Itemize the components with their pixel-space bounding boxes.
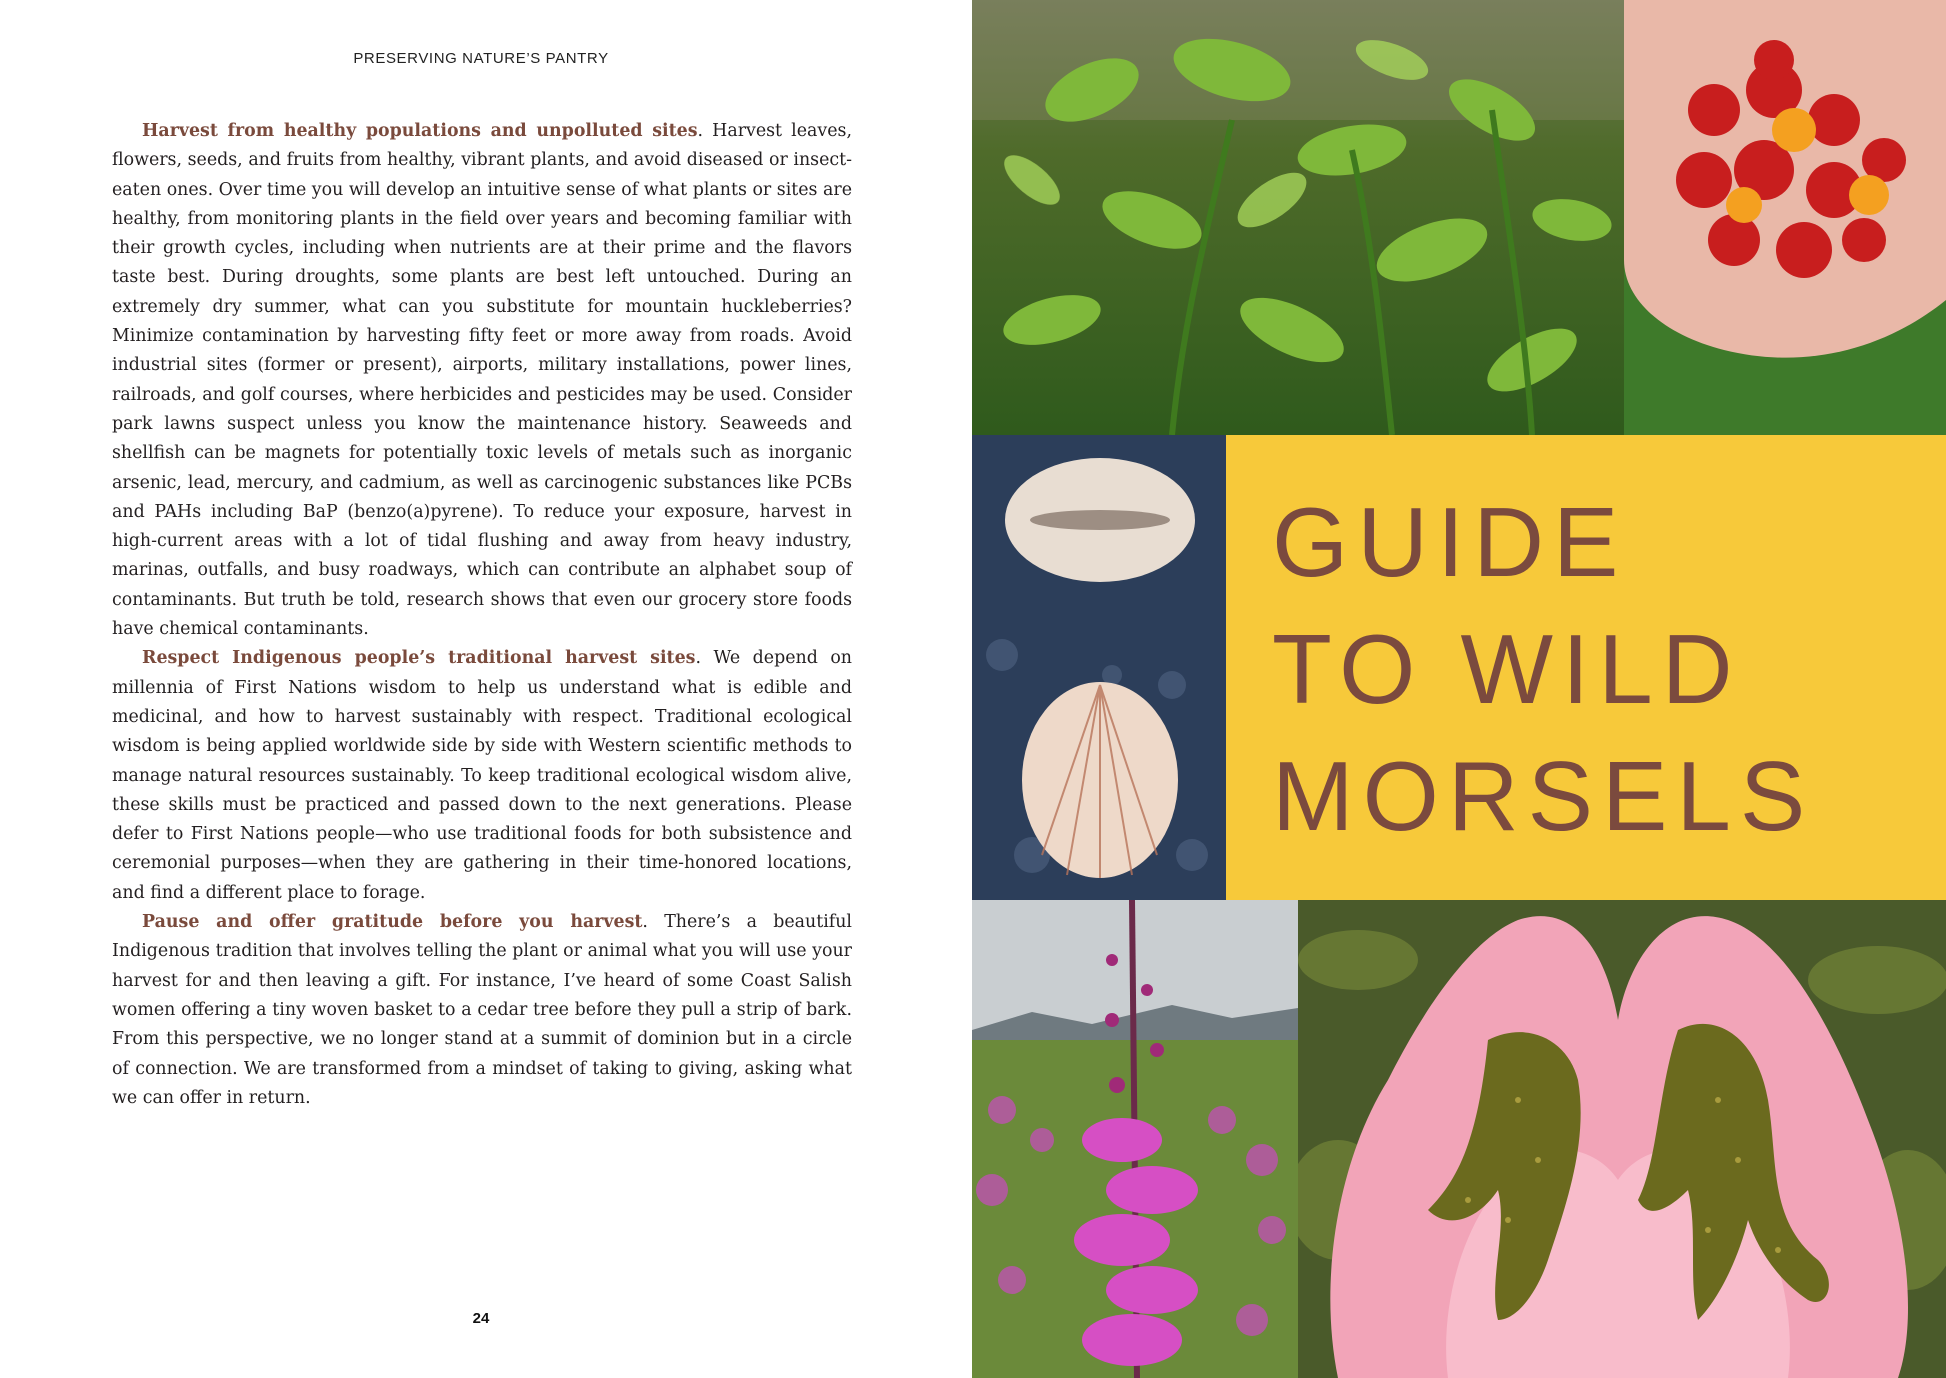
title-line-3: MORSELS bbox=[1272, 741, 1815, 851]
title-line-2: TO WILD bbox=[1272, 614, 1742, 724]
clam-shells-icon bbox=[972, 435, 1226, 900]
body-text bbox=[112, 117, 852, 1113]
leafy-plants-icon bbox=[972, 0, 1624, 435]
paragraph-lead: Respect Indigenous people’s traditional harvest sites bbox=[142, 648, 696, 669]
title-panel bbox=[1226, 435, 1946, 900]
berries-in-hands-icon bbox=[1624, 0, 1946, 435]
right-page bbox=[972, 0, 1946, 1378]
paragraph-lead: Pause and offer gratitude before you harvest bbox=[142, 912, 643, 933]
pink-flowers-icon bbox=[972, 900, 1298, 1378]
title-line-1: GUIDE bbox=[1272, 487, 1628, 597]
paragraph-gratitude bbox=[112, 908, 852, 1113]
left-page bbox=[0, 0, 972, 1378]
greens-photo bbox=[972, 0, 1624, 435]
salmonberries-photo bbox=[1624, 0, 1946, 435]
fireweed-photo bbox=[972, 900, 1298, 1378]
paragraph-body: . Harvest leaves, flowers, seeds, and fruits from healthy, vibrant plants, and avoid diseased or insect-eaten ones. Over time you will develop an intuitive sense of what plants or sites are healthy, from monitoring plants in the field over years and becoming familiar with their growth cycles, including when nutrients are at their prime and the flavors taste best. During droughts, some plants are best left untouched. During an extremely dry summer, what can you substitute for mountain huckleberries? Minimize contamination by harvesting fifty feet or more away from roads. Avoid industrial sites (former or present), airports, military installations, power lines, railroads, and golf courses, where herbicides and pesticides may be used. Consider park lawns suspect unless you know the maintenance history. Seaweeds and shellfish can be magnets for potentially toxic levels of metals such as inorganic arsenic, lead, mercury, and cadmium, as well as carcinogenic substances like PCBs and PAHs including BaP (benzo(a)pyrene). To reduce your exposure, harvest in high-current areas with a lot of tidal flushing and away from heavy industry, marinas, outfalls, and busy roadways, which can contribute an alphabet soup of contaminants. But truth be told, research shows that even our grocery store foods have chemical contaminants. bbox=[112, 121, 852, 640]
paragraph-indigenous-sites bbox=[112, 644, 852, 908]
paragraph-body: . There’s a beautiful Indigenous tradition that involves telling the plant or animal what you will use your harvest for and then leaving a gift. For instance, I’ve heard of some Coast Salish women offering a tiny woven basket to a cedar tree before they pull a strip of bark. From this perspective, we no longer stand at a summit of dominion but in a circle of connection. We are transformed from a mindset of taking to giving, asking what we can offer in return. bbox=[112, 912, 852, 1108]
paragraph-lead: Harvest from healthy populations and unpolluted sites bbox=[142, 121, 698, 141]
paragraph-body: . We depend on millennia of First Nations wisdom to help us understand what is edible and medicinal, and how to harvest sustainably with respect. Traditional ecological wisdom is being applied worldwide side by side with Western scientific methods to manage natural resources sustainably. To keep traditional ecological wisdom alive, these skills must be practiced and passed down to the next generations. Please defer to First Nations people—who use traditional foods for both subsistence and ceremonial purposes—when they are gathering in their time-honored locations, and find a different place to forage. bbox=[112, 648, 852, 903]
rockweed-in-hands-icon bbox=[1298, 900, 1946, 1378]
seaweed-photo bbox=[1298, 900, 1946, 1378]
shells-photo bbox=[972, 435, 1226, 900]
page-number: 24 bbox=[472, 1310, 490, 1327]
paragraph-healthy-sites bbox=[112, 117, 852, 644]
running-head: PRESERVING NATURE’S PANTRY bbox=[353, 50, 609, 67]
